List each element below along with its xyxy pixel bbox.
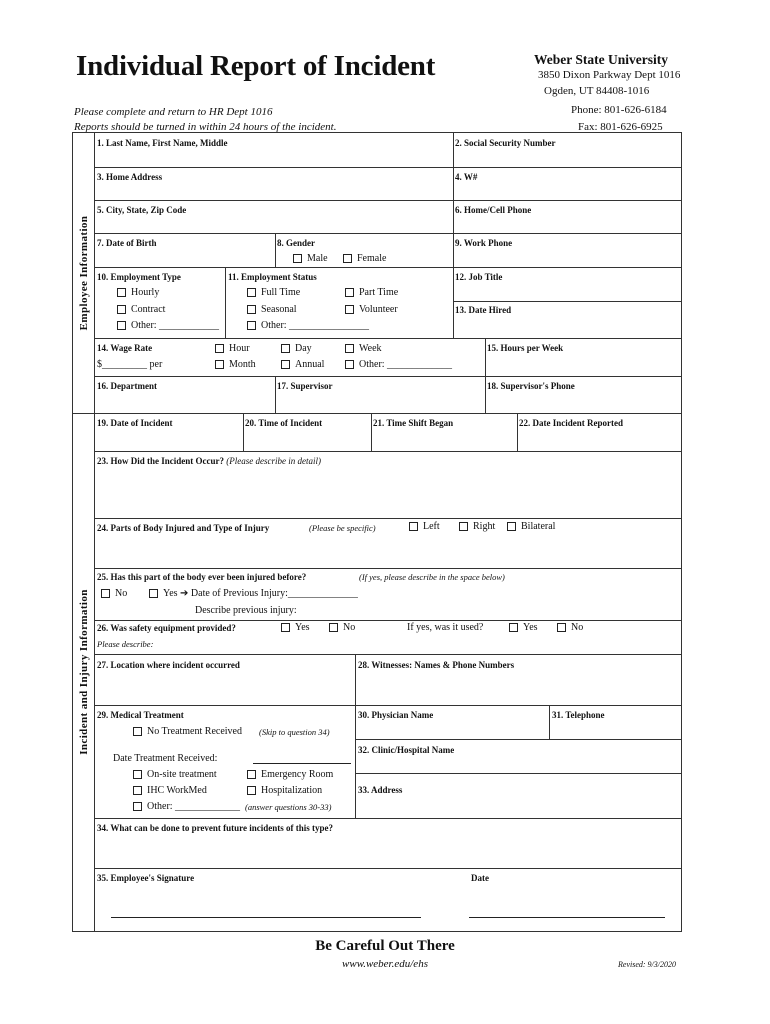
row-divider [95,167,681,168]
field-label-witnesses: 28. Witnesses: Names & Phone Numbers [358,660,515,670]
treatment-other[interactable]: Other: _____________ [133,801,240,812]
row-divider [95,568,681,569]
field-label-hours-per-week: 15. Hours per Week [487,343,564,353]
column-divider [371,413,372,451]
treatment-answer-note: (answer questions 30-33) [245,802,332,812]
safety-equipment-yes[interactable]: Yes [281,622,310,633]
column-divider [275,376,276,413]
checkbox-icon[interactable] [247,321,256,330]
row-divider [95,233,681,234]
row-divider [95,818,681,819]
checkbox-icon[interactable] [345,288,354,297]
row-divider [95,338,681,339]
checkbox-icon[interactable] [133,786,142,795]
checkbox-icon[interactable] [509,623,518,632]
organization-address-line1: 3850 Dixon Parkway Dept 1016 [538,69,681,81]
gender-male-option[interactable]: Male [293,253,328,264]
field-label-supervisor-phone: 18. Supervisor's Phone [487,381,575,391]
treatment-date-label: Date Treatment Received: [113,753,218,764]
treatment-none[interactable]: No Treatment Received [133,726,242,737]
field-label-address: 33. Address [358,785,403,795]
wage-period-annual[interactable]: Annual [281,359,324,370]
checkbox-icon[interactable] [459,522,468,531]
field-label-gender: 8. Gender [277,238,315,248]
checkbox-icon[interactable] [247,786,256,795]
safety-equipment-describe: Please describe: [97,639,154,649]
checkbox-icon[interactable] [149,589,158,598]
row-divider [95,267,681,268]
checkbox-icon[interactable] [247,305,256,314]
revision-date: Revised: 9/3/2020 [618,960,676,969]
checkbox-icon[interactable] [345,344,354,353]
row-divider [95,868,681,869]
body-side-right[interactable]: Right [459,521,495,532]
checkbox-icon[interactable] [343,254,352,263]
checkbox-icon[interactable] [117,305,126,314]
safety-equipment-used-question: If yes, was it used? [407,622,484,633]
field-label-physician-name: 30. Physician Name [358,710,434,720]
row-divider [95,654,681,655]
organization-phone: Phone: 801-626-6184 [571,104,667,116]
employment-status-seasonal[interactable]: Seasonal [247,304,297,315]
checkbox-icon[interactable] [557,623,566,632]
treatment-skip-note: (Skip to question 34) [259,727,330,737]
wage-period-other[interactable]: Other: _____________ [345,359,452,370]
field-label-home-address: 3. Home Address [97,172,163,182]
previous-injury-note: (If yes, please describe in the space below) [359,572,505,582]
checkbox-icon[interactable] [133,802,142,811]
instruction-line1: Please complete and return to HR Dept 1016 [74,106,273,118]
column-divider [243,413,244,451]
checkbox-icon[interactable] [329,623,338,632]
signature-date-line[interactable] [469,917,665,918]
wage-amount-field[interactable]: $_________ per [97,359,163,370]
previous-injury-describe[interactable]: Describe previous injury: [195,605,297,616]
employment-type-hourly[interactable]: Hourly [117,287,159,298]
field-label-date-of-incident: 19. Date of Incident [97,418,173,428]
column-divider [485,338,486,413]
body-side-bilateral[interactable]: Bilateral [507,521,555,532]
column-divider [453,133,454,338]
wage-period-week[interactable]: Week [345,343,382,354]
checkbox-icon[interactable] [215,360,224,369]
row-divider [355,739,681,740]
field-label-telephone: 31. Telephone [552,710,605,720]
body-parts-note: (Please be specific) [309,523,376,533]
field-label-time-of-incident: 20. Time of Incident [245,418,323,428]
field-label-safety-equipment: 26. Was safety equipment provided? [97,623,236,633]
checkbox-icon[interactable] [507,522,516,531]
checkbox-icon[interactable] [345,360,354,369]
wage-period-hour[interactable]: Hour [215,343,250,354]
row-divider [95,518,681,519]
column-divider [225,267,226,338]
field-label-how-incident-occurred: 23. How Did the Incident Occur? (Please describe in detail) [97,456,321,466]
checkbox-icon[interactable] [293,254,302,263]
treatment-onsite[interactable]: On-site treatment [133,769,217,780]
checkbox-icon[interactable] [409,522,418,531]
checkbox-icon[interactable] [247,288,256,297]
signature-line[interactable] [111,917,421,918]
field-label-time-shift-began: 21. Time Shift Began [373,418,454,428]
row-divider [95,620,681,621]
field-label-city-state-zip: 5. City, State, Zip Code [97,205,187,215]
checkbox-icon[interactable] [133,727,142,736]
wage-period-day[interactable]: Day [281,343,312,354]
safety-equipment-used-no[interactable]: No [557,622,583,633]
employment-status-parttime[interactable]: Part Time [345,287,398,298]
column-divider [355,654,356,818]
field-label-location: 27. Location where incident occurred [97,660,240,670]
employment-status-volunteer[interactable]: Volunteer [345,304,398,315]
body-side-left[interactable]: Left [409,521,440,532]
row-divider [453,301,681,302]
treatment-date-line[interactable] [253,763,351,764]
field-label-employment-type: 10. Employment Type [97,272,181,282]
page-title: Individual Report of Incident [76,50,436,82]
row-divider [95,200,681,201]
field-label-w-number: 4. W# [455,172,478,182]
treatment-ihc-workmed[interactable]: IHC WorkMed [133,785,207,796]
field-label-job-title: 12. Job Title [455,272,503,282]
field-label-ssn: 2. Social Security Number [455,138,556,148]
field-label-clinic-name: 32. Clinic/Hospital Name [358,745,455,755]
treatment-emergency-room[interactable]: Emergency Room [247,769,333,780]
field-label-department: 16. Department [97,381,157,391]
field-label-wage-rate: 14. Wage Rate [97,343,153,353]
incident-section-bar [73,413,95,931]
field-label-home-phone: 6. Home/Cell Phone [455,205,532,215]
checkbox-icon[interactable] [215,344,224,353]
safety-equipment-no[interactable]: No [329,622,355,633]
checkbox-icon[interactable] [117,288,126,297]
previous-injury-no[interactable]: No [101,588,127,599]
row-divider [95,451,681,452]
row-divider [95,376,681,377]
employee-section-label: Employee Information [77,215,90,331]
field-label-name: 1. Last Name, First Name, Middle [97,138,228,148]
incident-report-form [72,132,682,932]
row-divider [95,705,681,706]
field-label-date-reported: 22. Date Incident Reported [519,418,623,428]
incident-section-label: Incident and Injury Information [77,589,90,755]
field-label-signature-date: Date [471,873,489,883]
column-divider [275,233,276,267]
field-label-body-parts-injured: 24. Parts of Body Injured and Type of Injury [97,523,270,533]
employment-type-other[interactable]: Other: ____________ [117,320,219,331]
checkbox-icon[interactable] [345,305,354,314]
field-label-prevention: 34. What can be done to prevent future incidents of this type? [97,823,334,833]
column-divider [517,413,518,451]
employment-status-fulltime[interactable]: Full Time [247,287,300,298]
employee-section-bar [73,133,95,413]
field-label-work-phone: 9. Work Phone [455,238,513,248]
section-divider [73,413,681,414]
employment-type-contract[interactable]: Contract [117,304,165,315]
checkbox-icon[interactable] [281,344,290,353]
treatment-hospitalization[interactable]: Hospitalization [247,785,322,796]
row-divider [355,773,681,774]
employment-status-other[interactable]: Other: ________________ [247,320,369,331]
field-label-supervisor: 17. Supervisor [277,381,333,391]
checkbox-icon[interactable] [117,321,126,330]
checkbox-icon[interactable] [101,589,110,598]
footer-slogan: Be Careful Out There [315,938,455,954]
field-label-date-of-birth: 7. Date of Birth [97,238,157,248]
wage-period-month[interactable]: Month [215,359,256,370]
checkbox-icon[interactable] [247,770,256,779]
gender-female-option[interactable]: Female [343,253,386,264]
checkbox-icon[interactable] [281,623,290,632]
organization-fax: Fax: 801-626-6925 [578,121,663,133]
field-label-previous-injury: 25. Has this part of the body ever been injured before? [97,572,307,582]
footer-url[interactable]: www.weber.edu/ehs [342,958,428,970]
column-divider [549,705,550,739]
field-label-medical-treatment: 29. Medical Treatment [97,710,184,720]
checkbox-icon[interactable] [133,770,142,779]
field-label-employment-status: 11. Employment Status [228,272,317,282]
previous-injury-yes[interactable]: Yes ➔ Date of Previous Injury:______________ [149,588,358,599]
organization-address-line2: Ogden, UT 84408-1016 [544,85,650,97]
checkbox-icon[interactable] [281,360,290,369]
field-label-date-hired: 13. Date Hired [455,305,512,315]
safety-equipment-used-yes[interactable]: Yes [509,622,538,633]
instruction-line2: Reports should be turned in within 24 hours of the incident. [74,121,337,133]
field-label-employee-signature: 35. Employee's Signature [97,873,195,883]
organization-name: Weber State University [534,52,668,67]
